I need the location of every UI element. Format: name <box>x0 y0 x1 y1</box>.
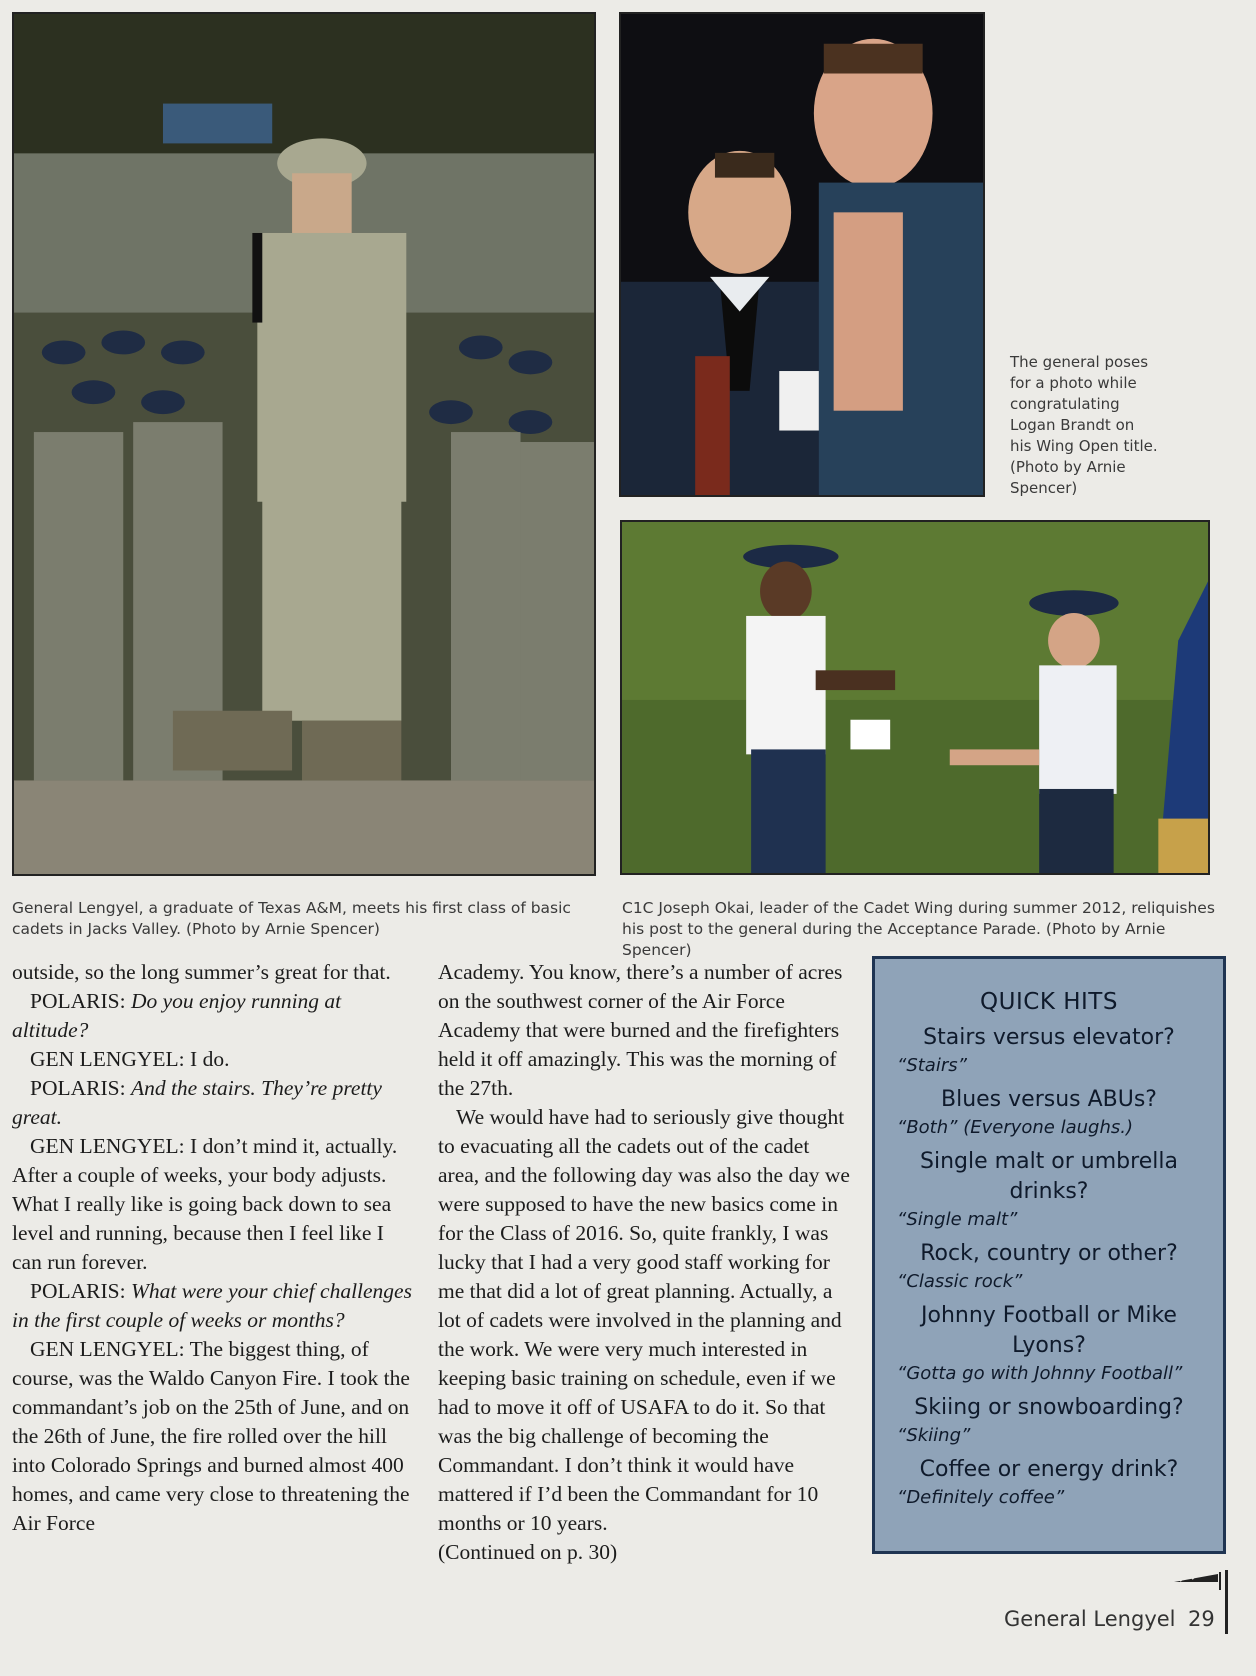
photo-general-with-wing-open-champion <box>619 12 985 497</box>
quick-hit-question: Blues versus ABUs? <box>941 1087 1157 1112</box>
question-text: Do you enjoy running at altitude? <box>12 989 342 1042</box>
quick-hit-answer: “Both” (Everyone laughs.) <box>897 1117 1133 1138</box>
paragraph: outside, so the long summer’s great for that. <box>12 960 391 984</box>
paragraph: We would have had to seriously give thought to evacuating all the cadets out of the cadet area, and the following day was also the day we were supposed to have the new basics come in for the Class of 2016. So, quite frankly, I was lucky that I had a very good staff working for me that did a lot of great planning. Actually, a lot of cadets were involved in the planning and the work. We were very much interested in keeping basic training on schedule, even if we had to move it off of USAFA to do it. So that was the big challenge of becoming the Commandant. I don’t think it would have mattered if I’d been the Commandant for 10 months or 10 years. <box>438 1105 850 1535</box>
quick-hit-answer: “Classic rock” <box>897 1271 1023 1292</box>
quick-hit-question: Single malt or umbrella drinks? <box>920 1149 1178 1204</box>
photo-general-with-basic-cadets-image <box>14 14 594 874</box>
paragraph <box>12 1132 417 1277</box>
quick-hit-question: Coffee or energy drink? <box>919 1457 1179 1482</box>
speaker-label: POLARIS: <box>30 1279 126 1303</box>
quick-hit-answer: “Skiing” <box>897 1425 971 1446</box>
quick-hits-box <box>872 956 1226 1554</box>
photo-general-with-basic-cadets <box>12 12 596 876</box>
speaker-label: GEN LENGYEL: <box>30 1337 185 1361</box>
speaker-label: POLARIS: <box>30 989 126 1013</box>
speaker-label: GEN LENGYEL: <box>30 1047 185 1071</box>
quick-hit-question: Skiing or snowboarding? <box>914 1395 1184 1420</box>
quick-hits-title: QUICK HITS <box>980 989 1118 1015</box>
quick-hit-question: Rock, country or other? <box>920 1241 1178 1266</box>
caption-acceptance-parade: C1C Joseph Okai, leader of the Cadet Wing during summer 2012, reliquishes his post to the general during the Acceptance Parade. (Photo by Arnie Spencer) <box>622 899 1215 959</box>
paragraph <box>12 1045 417 1074</box>
question-text: And the stairs. They’re pretty great. <box>12 1076 382 1129</box>
speaker-label: POLARIS: <box>30 1076 126 1100</box>
footer-section-title: General Lengyel <box>1004 1607 1176 1631</box>
paragraph <box>12 987 417 1045</box>
quick-hit-answer: “Single malt” <box>897 1209 1018 1230</box>
photo-acceptance-parade <box>620 520 1210 875</box>
quick-hit-question: Johnny Football or Mike Lyons? <box>921 1303 1177 1358</box>
quick-hit-answer: “Stairs” <box>897 1055 967 1076</box>
paragraph <box>12 1277 417 1335</box>
quick-hit-answer: “Definitely coffee” <box>897 1487 1065 1508</box>
caption-wing-open: The general poses for a photo while congratulating Logan Brandt on his Wing Open title. (Photo by Arnie Spencer) <box>1010 353 1158 497</box>
caption-jacks-valley: General Lengyel, a graduate of Texas A&M, meets his first class of basic cadets in Jacks Valley. (Photo by Arnie Spencer) <box>12 899 571 938</box>
paragraph <box>12 1074 417 1132</box>
article-column-left <box>12 958 417 1538</box>
quick-hit-answer: “Gotta go with Johnny Football” <box>897 1363 1183 1384</box>
answer-text: I do. <box>190 1047 230 1071</box>
footer-rule <box>1225 1570 1228 1634</box>
question-text: What were your chief challenges in the first couple of weeks or months? <box>12 1279 412 1332</box>
continued-note: (Continued on p. 30) <box>438 1540 618 1564</box>
page-number: 29 <box>1188 1607 1215 1631</box>
article-column-middle <box>438 958 853 1567</box>
answer-text: I don’t mind it, actually. After a couple of weeks, your body adjusts. What I really like is going back down to sea level and running, because then I feel like I can run forever. <box>12 1134 398 1274</box>
paragraph <box>12 1335 417 1538</box>
paragraph: Academy. You know, there’s a number of acres on the southwest corner of the Air Force Academy that were burned and the firefighters held it off amazingly. This was the morning of the 27th. <box>438 960 843 1100</box>
photo-general-with-wing-open-champion-image <box>621 14 983 495</box>
quick-hit-question: Stairs versus elevator? <box>923 1025 1175 1050</box>
photo-acceptance-parade-image <box>622 522 1208 873</box>
windsock-icon <box>1170 1570 1222 1590</box>
speaker-label: GEN LENGYEL: <box>30 1134 185 1158</box>
answer-text: The biggest thing, of course, was the Waldo Canyon Fire. I took the commandant’s job on the 25th of June, and on the 26th of June, the fire rolled over the hill into Colorado Springs and burned almost 400 homes, and came very close to threatening the Air Force <box>12 1337 410 1535</box>
